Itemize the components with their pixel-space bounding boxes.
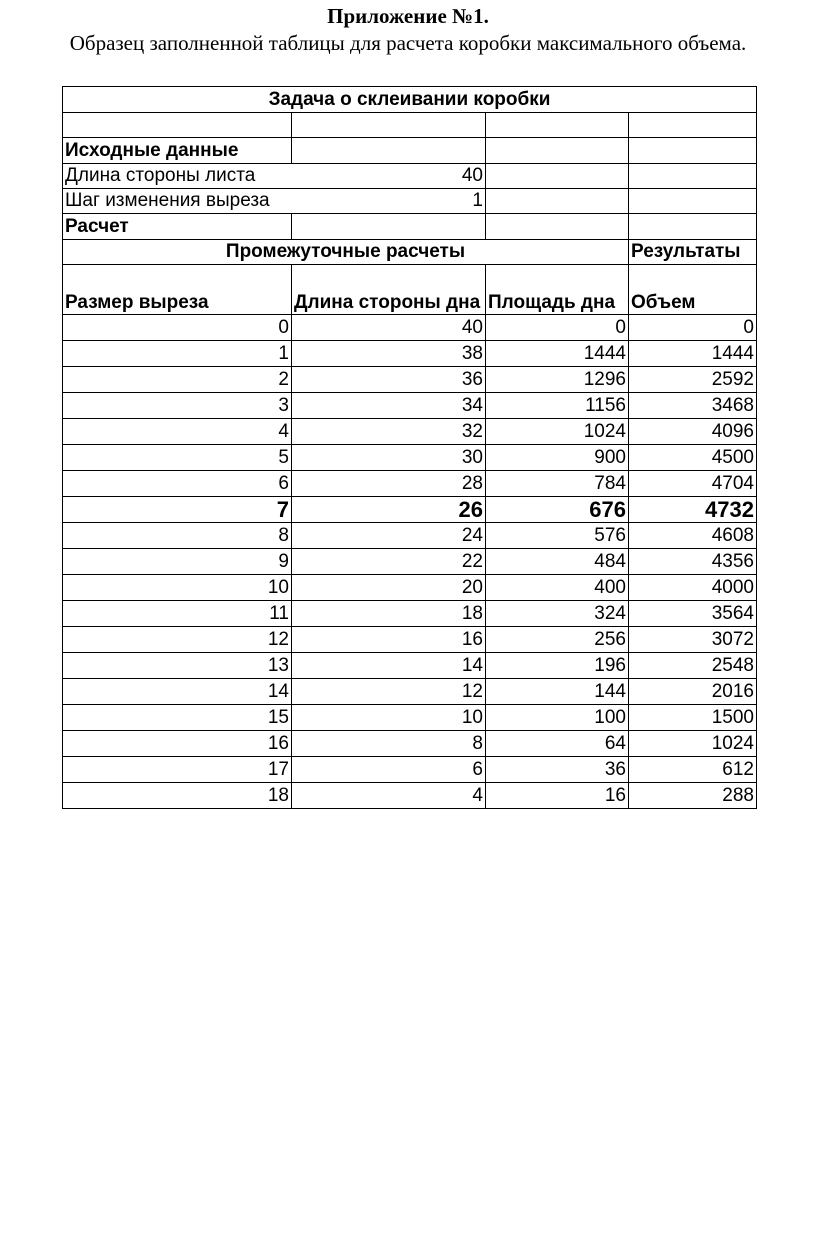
group-intermediate: Промежуточные расчеты — [63, 240, 629, 265]
input-value: 1 — [292, 189, 486, 214]
cell-volume: 288 — [629, 783, 757, 809]
cell-base-area: 784 — [486, 471, 629, 497]
cell-cut-size: 10 — [63, 575, 292, 601]
cell-base-side: 24 — [292, 523, 486, 549]
cell-base-area: 1156 — [486, 393, 629, 419]
col-header-cut-size: Размер выреза — [63, 265, 292, 315]
empty-cell — [629, 189, 757, 214]
table-row — [63, 731, 757, 757]
cell-cut-size: 4 — [63, 419, 292, 445]
cell-cut-size: 17 — [63, 757, 292, 783]
input-row-cut-step — [63, 189, 757, 214]
table-row — [63, 471, 757, 497]
col-header-base-side: Длина стороны дна — [292, 265, 486, 315]
table-row — [63, 757, 757, 783]
cell-base-side: 12 — [292, 679, 486, 705]
empty-cell — [629, 164, 757, 189]
cell-base-area: 484 — [486, 549, 629, 575]
cell-cut-size: 9 — [63, 549, 292, 575]
cell-volume: 3564 — [629, 601, 757, 627]
cell-volume: 2592 — [629, 367, 757, 393]
cell-base-side: 32 — [292, 419, 486, 445]
cell-volume: 4608 — [629, 523, 757, 549]
appendix-title: Приложение №1. — [327, 4, 489, 28]
cell-base-side: 22 — [292, 549, 486, 575]
empty-cell — [486, 189, 629, 214]
cell-base-side: 38 — [292, 341, 486, 367]
table-row — [63, 575, 757, 601]
cell-volume: 1024 — [629, 731, 757, 757]
cell-base-side: 28 — [292, 471, 486, 497]
cell-base-area: 1444 — [486, 341, 629, 367]
cell-cut-size: 2 — [63, 367, 292, 393]
cell-volume: 3072 — [629, 627, 757, 653]
cell-cut-size: 6 — [63, 471, 292, 497]
table-row — [63, 549, 757, 575]
cell-base-area: 100 — [486, 705, 629, 731]
cell-base-area: 196 — [486, 653, 629, 679]
empty-cell — [292, 214, 486, 240]
empty-cell — [63, 113, 292, 138]
empty-cell — [486, 164, 629, 189]
cell-cut-size: 14 — [63, 679, 292, 705]
cell-cut-size: 13 — [63, 653, 292, 679]
group-heading-row — [63, 240, 757, 265]
cell-volume: 612 — [629, 757, 757, 783]
appendix-subtitle: Образец заполненной таблицы для расчета коробки максимального объема. — [69, 31, 747, 55]
cell-base-area: 900 — [486, 445, 629, 471]
empty-cell — [629, 113, 757, 138]
calc-heading: Расчет — [63, 214, 292, 240]
inputs-heading-row — [63, 138, 757, 164]
cell-base-area: 36 — [486, 757, 629, 783]
table-row — [63, 341, 757, 367]
cell-cut-size: 8 — [63, 523, 292, 549]
empty-cell — [486, 113, 629, 138]
cell-volume: 4732 — [629, 497, 757, 523]
cell-base-area: 676 — [486, 497, 629, 523]
table-row — [63, 367, 757, 393]
cell-volume: 1444 — [629, 341, 757, 367]
cell-base-side: 8 — [292, 731, 486, 757]
cell-cut-size: 16 — [63, 731, 292, 757]
cell-cut-size: 1 — [63, 341, 292, 367]
table-row — [63, 601, 757, 627]
group-results: Результаты — [629, 240, 757, 265]
cell-volume: 0 — [629, 315, 757, 341]
table-row — [63, 705, 757, 731]
cell-volume: 4356 — [629, 549, 757, 575]
empty-row — [63, 113, 757, 138]
empty-cell — [629, 138, 757, 164]
cell-base-area: 324 — [486, 601, 629, 627]
cell-base-side: 6 — [292, 757, 486, 783]
table-row — [63, 497, 757, 523]
empty-cell — [486, 138, 629, 164]
cell-base-area: 256 — [486, 627, 629, 653]
cell-volume: 4704 — [629, 471, 757, 497]
cell-volume: 2548 — [629, 653, 757, 679]
cell-base-area: 400 — [486, 575, 629, 601]
cell-volume: 1500 — [629, 705, 757, 731]
cell-cut-size: 7 — [63, 497, 292, 523]
cell-volume: 3468 — [629, 393, 757, 419]
cell-volume: 4096 — [629, 419, 757, 445]
cell-cut-size: 15 — [63, 705, 292, 731]
cell-base-area: 144 — [486, 679, 629, 705]
inputs-heading: Исходные данные — [63, 138, 292, 164]
table-row — [63, 393, 757, 419]
input-label: Длина стороны листа — [63, 164, 292, 189]
column-header-row — [63, 265, 757, 315]
cell-base-side: 18 — [292, 601, 486, 627]
cell-cut-size: 3 — [63, 393, 292, 419]
table-row — [63, 419, 757, 445]
cell-base-side: 20 — [292, 575, 486, 601]
input-label: Шаг изменения выреза — [63, 189, 292, 214]
sheet-title: Задача о склеивании коробки — [63, 87, 757, 113]
col-header-volume: Объем — [629, 265, 757, 315]
col-header-base-area: Площадь дна — [486, 265, 629, 315]
cell-base-side: 16 — [292, 627, 486, 653]
table-row — [63, 627, 757, 653]
cell-base-area: 16 — [486, 783, 629, 809]
cell-base-side: 14 — [292, 653, 486, 679]
cell-base-side: 40 — [292, 315, 486, 341]
table-row — [63, 783, 757, 809]
cell-cut-size: 18 — [63, 783, 292, 809]
cell-base-side: 26 — [292, 497, 486, 523]
cell-volume: 4500 — [629, 445, 757, 471]
cell-base-area: 64 — [486, 731, 629, 757]
calc-heading-row — [63, 214, 757, 240]
input-value: 40 — [292, 164, 486, 189]
empty-cell — [629, 214, 757, 240]
cell-cut-size: 12 — [63, 627, 292, 653]
cell-base-area: 1024 — [486, 419, 629, 445]
empty-cell — [292, 138, 486, 164]
table-row — [63, 523, 757, 549]
cell-base-side: 34 — [292, 393, 486, 419]
empty-cell — [486, 214, 629, 240]
cell-base-side: 36 — [292, 367, 486, 393]
cell-volume: 4000 — [629, 575, 757, 601]
cell-base-area: 576 — [486, 523, 629, 549]
cell-base-side: 30 — [292, 445, 486, 471]
table-row — [63, 679, 757, 705]
input-row-sheet-length — [63, 164, 757, 189]
cell-base-area: 1296 — [486, 367, 629, 393]
cell-cut-size: 0 — [63, 315, 292, 341]
cell-base-side: 10 — [292, 705, 486, 731]
table-row — [63, 315, 757, 341]
cell-base-side: 4 — [292, 783, 486, 809]
cell-volume: 2016 — [629, 679, 757, 705]
cell-cut-size: 11 — [63, 601, 292, 627]
sheet-title-row — [63, 87, 757, 113]
table-row — [63, 653, 757, 679]
empty-cell — [292, 113, 486, 138]
cell-base-area: 0 — [486, 315, 629, 341]
spreadsheet-table — [62, 86, 757, 809]
table-row — [63, 445, 757, 471]
cell-cut-size: 5 — [63, 445, 292, 471]
